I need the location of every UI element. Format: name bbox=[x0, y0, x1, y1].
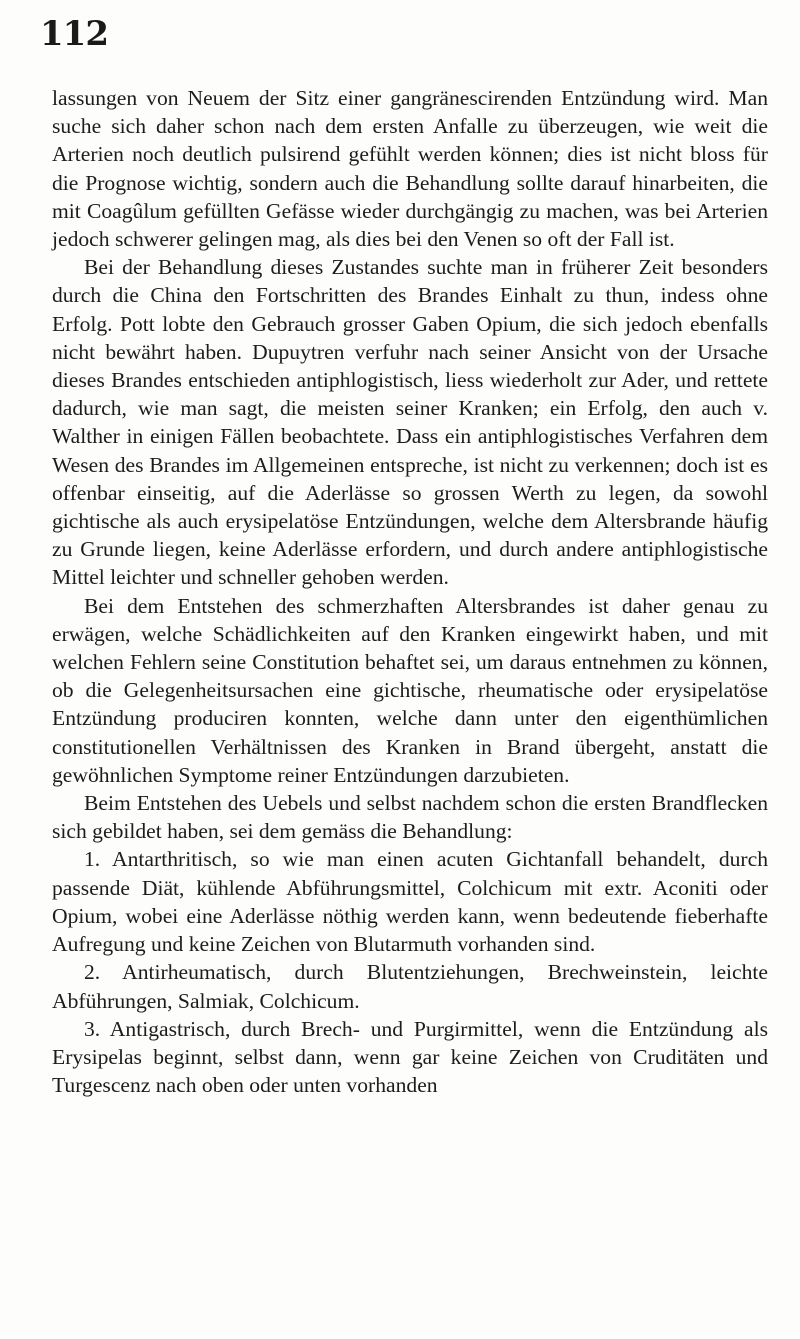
paragraph-continuation: lassungen von Neuem der Sitz einer gangränescirenden Entzündung wird. Man suche sich daher schon nach dem ersten Anfalle zu überzeugen, wie weit die Arterien noch deutlich pulsirend gefühlt werden können; dies ist nicht bloss für die Prognose wichtig, sondern auch die Behandlung sollte darauf hinarbeiten, die mit Coagûlum gefüllten Gefässe wieder durchgängig zu machen, was bei Arterien jedoch schwerer gelingen mag, als dies bei den Venen so oft der Fall ist. bbox=[52, 86, 768, 252]
list-item-antirheumatic: 2. Antirheumatisch, durch Blutentziehungen, Brechweinstein, leichte Abführungen, Salmiak, Colchicum. bbox=[52, 960, 768, 1013]
paragraph-treatment-history: Bei der Behandlung dieses Zustandes suchte man in früherer Zeit besonders durch die China den Fortschritten des Brandes Einhalt zu thun, indess ohne Erfolg. Pott lobte den Gebrauch grosser Gaben Opium, die sich jedoch ebenfalls nicht bewährt haben. Dupuytren verfuhr nach seiner Ansicht von der Ursache dieses Brandes entschieden antiphlogistisch, liess wiederholt zur Ader, und rettete dadurch, wie man sagt, die meisten seiner Kranken; ein Erfolg, den auch v. Walther in einigen Fällen beobachtete. Dass ein antiphlogistisches Verfahren dem Wesen des Brandes im Allgemeinen entspreche, ist nicht zu verkennen; doch ist es offenbar einseitig, auf die Aderlässe so grossen Werth zu legen, da sowohl gichtische als auch erysipelatöse Entzündungen, welche dem Altersbrande häufig zu Grunde liegen, keine Aderlässe erfordern, und durch andere antiphlogistische Mittel leichter und schneller gehoben werden. bbox=[52, 255, 768, 590]
body-text bbox=[52, 84, 768, 1099]
list-item-antigastric: 3. Antigastrisch, durch Brech- und Purgirmittel, wenn die Entzündung als Erysipelas beginnt, selbst dann, wenn gar keine Zeichen von Cruditäten und Turgescenz nach oben oder unten vorhanden bbox=[52, 1016, 768, 1098]
page-number: 112 bbox=[40, 14, 108, 54]
paragraph-treatment-intro: Beim Entstehen des Uebels und selbst nachdem schon die ersten Brandflecken sich gebildet haben, sei dem gemäss die Behandlung: bbox=[52, 791, 768, 844]
paragraph-causes: Bei dem Entstehen des schmerzhaften Altersbrandes ist daher genau zu erwägen, welche Schädlichkeiten auf den Kranken eingewirkt haben, und mit welchen Fehlern seine Constitution behaftet sei, um daraus entnehmen zu können, ob die Gelegenheitsursachen eine gichtische, rheumatische oder erysipelatöse Entzündung produciren konnten, welche dann unter den eigenthümlichen constitutionellen Verhältnissen des Kranken in Brand übergeht, anstatt die gewöhnlichen Symptome reiner Entzündungen darzubieten. bbox=[52, 593, 768, 787]
list-item-antarthritic: 1. Antarthritisch, so wie man einen acuten Gichtanfall behandelt, durch passende Diät, kühlende Abführungsmittel, Colchicum mit extr. Aconiti oder Opium, wobei eine Aderlässe nöthig werden kann, wenn bedeutende fieberhafte Aufregung und keine Zeichen von Blutarmuth vorhanden sind. bbox=[52, 847, 768, 957]
